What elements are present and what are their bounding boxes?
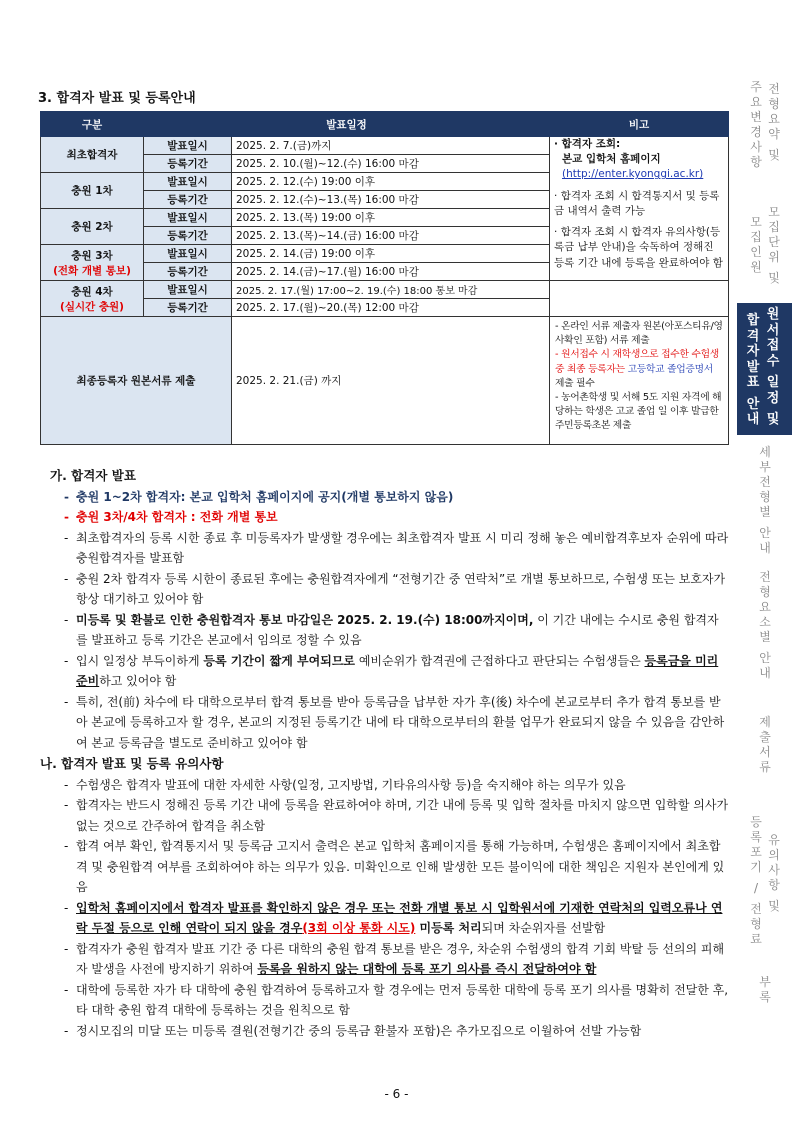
group-round3 (41, 245, 144, 281)
table-row (41, 299, 729, 317)
register-label: 등록기간 (144, 155, 232, 173)
announce-date: 2025. 2. 13.(목) 19:00 이후 (232, 209, 550, 227)
docs-note-item: - 온라인 서류 제출자 원본(아포스티유/영사확인 포함) 서류 제출 (555, 321, 723, 347)
list-item: - 합격자가 충원 합격자 발표 기간 중 다른 대학의 충원 합격 통보를 받은 경우, 차순위 수험생의 합격 기회 박탈 등 선의의 피해자 발생을 사전에 방지하기 위하여 등록을 원하지 않는 대학에 등록 포기 의사를 즉시 전달하여야 함 (64, 939, 730, 980)
tab-text: 모 집 인 원 (750, 215, 762, 274)
note-item: · 합격자 조회 시 합격통지서 및 등록금 내역서 출력 가능 (554, 189, 720, 217)
table-row (41, 137, 729, 155)
announce-label: 발표일시 (144, 173, 232, 191)
header-category: 구분 (41, 112, 144, 137)
final-docs-label: 최종등록자 원본서류 제출 (41, 317, 232, 445)
docs-note-item: - 농어촌학생 및 서해 5도 지원 자격에 해당하는 학생은 고교 졸업 일 이후 발급한 주민등록초본 제출 (555, 392, 722, 432)
tab-text: 세 부 전 형 별 안 내 (759, 445, 771, 555)
docs-note-item: - 원서접수 시 재학생으로 접수한 수험생 중 최종 등록자는 고등학교 졸업증명서 제출 필수 (555, 349, 719, 389)
announce-date: 2025. 2. 17.(월) 17:00~2. 19.(수) 18:00 통보 마감 (232, 281, 550, 299)
announce-label: 발표일시 (144, 245, 232, 263)
list-item: - 입학처 홈페이지에서 합격자 발표를 확인하지 않은 경우 또는 전화 개별 통보 시 입학원서에 기재한 연락처의 입력오류나 연락 두절 등으로 인해 연락이 되지 않을 경우(3회 이상 통화 시도) 미등록 처리되며 차순위자를 선발함 (64, 898, 730, 939)
list-item: - 정시모집의 미달 또는 미등록 결원(전형기간 중의 등록금 환불자 포함)은 추가모집으로 이월하여 선발 가능함 (64, 1021, 730, 1042)
register-date: 2025. 2. 10.(월)~12.(수) 16:00 마감 (232, 155, 550, 173)
list-item: - 충원 2차 합격자 등록 시한이 종료된 후에는 충원합격자에게 “전형기간 중 연락처”로 개별 통보하므로, 수험생 또는 보호자가 항상 대기하고 있어야 함 (64, 569, 730, 610)
tab-text: 주 요 변 경 사 항 (750, 80, 762, 169)
note-item: · 합격자 조회 시 합격자 유의사항(등록금 납부 안내)을 숙독하여 정해진 등록 기간 내에 등록을 완료하여야 함 (554, 226, 723, 269)
side-tab-quota[interactable] (737, 205, 792, 290)
tab-text: 합 격 자 발 표 안 내 (746, 313, 760, 427)
tab-text: 부 록 (759, 975, 771, 1004)
list-item: - 대학에 등록한 자가 타 대학에 충원 합격하여 등록하고자 할 경우에는 먼저 등록한 대학에 등록 포기 의사를 명확히 전달한 후, 타 대학 충원 합격 대학에 등록하는 것을 원칙으로 함 (64, 980, 730, 1021)
note-homepage: 본교 입학처 홈페이지 (562, 153, 661, 166)
list-item: - 미등록 및 환불로 인한 충원합격자 통보 마감일은 2025. 2. 19.(수) 18:00까지이며, 이 기간 내에는 수시로 충원 합격자를 발표하고 등록 기간은 본교에서 임의로 정할 수 있음 (64, 610, 730, 651)
header-schedule: 발표일정 (144, 112, 550, 137)
page-title: 3. 합격자 발표 및 등록안내 (38, 91, 196, 106)
section-ga-heading: 가. 합격자 발표 (50, 468, 136, 483)
announce-label: 발표일시 (144, 209, 232, 227)
group-initial: 최초합격자 (41, 137, 144, 173)
list-item: - 입시 일정상 부득이하게 등록 기간이 짧게 부여되므로 예비순위가 합격권에 근접하다고 판단되는 수험생들은 등록금을 미리 준비하고 있어야 함 (64, 651, 730, 692)
register-label: 등록기간 (144, 299, 232, 317)
table-header-row (41, 112, 729, 137)
register-label: 등록기간 (144, 191, 232, 209)
note-title: · 합격자 조회: (554, 138, 621, 150)
table-row (41, 281, 729, 299)
group-round4 (41, 281, 144, 317)
announce-date: 2025. 2. 12.(수) 19:00 이후 (232, 173, 550, 191)
tab-text: 원 서 접 수 일 정 및 (766, 307, 780, 427)
tab-text: 전 형 요 약 및 (768, 82, 780, 162)
list-item: - 합격 여부 확인, 합격통지서 및 등록금 고지서 출력은 본교 입학처 홈페이지를 통해 가능하며, 수험생은 홈페이지에서 최초합격 및 충원합격 여부를 조회하여야 하는 의무가 있음. 미확인으로 인해 발생한 모든 불이익에 대한 책임은 지원자 본인에게 있음 (64, 836, 730, 898)
register-date: 2025. 2. 13.(목)~14.(금) 16:00 마감 (232, 227, 550, 245)
section-na (40, 754, 730, 1041)
group-label: 충원 3차 (71, 249, 113, 262)
side-tab-types[interactable] (737, 445, 792, 695)
announce-label: 발표일시 (144, 281, 232, 299)
final-docs-date: 2025. 2. 21.(금) 까지 (232, 317, 550, 445)
side-tab-summary[interactable] (737, 80, 792, 180)
list-item: - 특히, 전(前) 차수에 타 대학으로부터 합격 통보를 받아 등록금을 납부한 자가 후(後) 차수에 본교로부터 추가 합격 통보를 받아 본교에 등록하고자 할 경우, 본교의 지정된 등록기간 내에 타 대학으로부터의 환불 업무가 완료되지 않을 수 있음을 감안하여 본교 등록금을 별도로 준비하고 있어야 함 (64, 692, 730, 754)
tab-text: 제 출 서 류 (759, 715, 771, 774)
list-item: - 충원 1~2차 합격자: 본교 입학처 홈페이지에 공지(개별 통보하지 않음) (64, 487, 730, 508)
group-round2: 충원 2차 (41, 209, 144, 245)
section-na-heading: 나. 합격자 발표 및 등록 유의사항 (40, 756, 224, 771)
side-tab-cautions[interactable] (737, 815, 792, 955)
announce-date: 2025. 2. 7.(금)까지 (232, 137, 550, 155)
remarks-cell (550, 137, 729, 281)
register-date: 2025. 2. 12.(수)~13.(목) 16:00 마감 (232, 191, 550, 209)
group-sub: (실시간 충원) (60, 300, 124, 313)
register-date: 2025. 2. 14.(금)~17.(월) 16:00 마감 (232, 263, 550, 281)
tab-text: 전 형 요 소 별 안 내 (759, 570, 771, 680)
side-tab-application[interactable] (737, 303, 792, 435)
register-label: 등록기간 (144, 263, 232, 281)
header-remarks: 비고 (550, 112, 729, 137)
section-ga (40, 466, 730, 753)
tab-text: 등 록 포 기 / 전 형 료 (750, 815, 762, 946)
group-sub: (전화 개별 통보) (53, 264, 131, 277)
table-row (41, 317, 729, 445)
homepage-link[interactable]: (http://enter.kyonggi.ac.kr) (562, 168, 704, 181)
tab-text: 모 집 단 위 및 (768, 205, 780, 285)
list-item: - 합격자는 반드시 정해진 등록 기간 내에 등록을 완료하여야 하며, 기간 내에 등록 및 입학 절차를 마치지 않으면 입학할 의사가 없는 것으로 간주하여 합격을 취소함 (64, 795, 730, 836)
announce-label: 발표일시 (144, 137, 232, 155)
docs-note-cell (550, 317, 729, 445)
register-label: 등록기간 (144, 227, 232, 245)
side-tab-documents[interactable] (737, 715, 792, 785)
group-label: 충원 4차 (71, 285, 113, 298)
schedule-table (40, 111, 729, 445)
tab-text: 유 의 사 항 및 (768, 833, 780, 913)
side-tab-appendix[interactable] (737, 975, 792, 1015)
group-round1: 충원 1차 (41, 173, 144, 209)
list-item: - 최초합격자의 등록 시한 종료 후 미등록자가 발생할 경우에는 최초합격자 발표 시 미리 정해 놓은 예비합격후보자 순위에 따라 충원합격자를 발표함 (64, 528, 730, 569)
list-item: - 충원 3차/4차 합격자 : 전화 개별 통보 (64, 507, 730, 528)
announce-date: 2025. 2. 14.(금) 19:00 이후 (232, 245, 550, 263)
page-number: - 6 - (384, 1087, 409, 1101)
list-item: - 수험생은 합격자 발표에 대한 자세한 사항(일정, 고지방법, 기타유의사항 등)을 숙지해야 하는 의무가 있음 (64, 775, 730, 796)
register-date: 2025. 2. 17.(월)~20.(목) 12:00 마감 (232, 299, 550, 317)
